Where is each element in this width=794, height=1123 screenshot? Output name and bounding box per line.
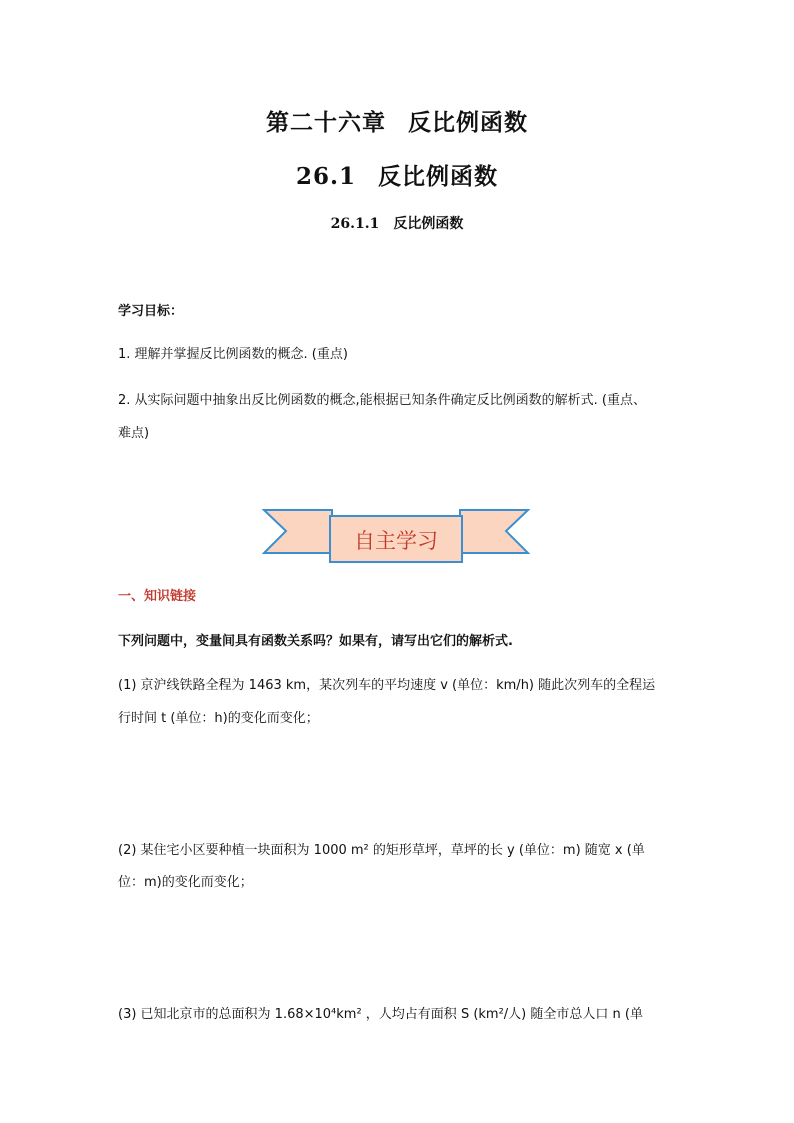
subsection-number: 26.1.1 bbox=[330, 216, 380, 232]
q2-line-1: (2) 某住宅小区要种植一块面积为 1000 m² 的矩形草坪，草坪的长 y (单位：m) 随宽 x (单 bbox=[118, 843, 645, 858]
goal-item-2-line-1: 2. 从实际问题中抽象出反比例函数的概念,能根据已知条件确定反比例函数的解析式. (重点、 bbox=[118, 393, 647, 408]
q3-line-1: (3) 已知北京市的总面积为 1.68×10⁴km² ，人均占有面积 S (km²/人) 随全市总人口 n (单 bbox=[118, 1007, 643, 1022]
subsection-title bbox=[0, 213, 794, 233]
section-banner bbox=[262, 507, 530, 565]
part1-question: 下列问题中，变量间具有函数关系吗？如果有，请写出它们的解析式. bbox=[118, 634, 513, 649]
q1-line-2: 行时间 t (单位：h)的变化而变化； bbox=[118, 711, 319, 726]
goals-heading: 学习目标： bbox=[118, 304, 184, 319]
chapter-name: 反比例函数 bbox=[408, 109, 528, 136]
subsection-name: 反比例函数 bbox=[393, 216, 464, 232]
chapter-title bbox=[0, 104, 794, 137]
goal-item-1: 1. 理解并掌握反比例函数的概念. (重点) bbox=[118, 347, 348, 362]
chapter-number: 第二十六章 bbox=[266, 109, 386, 136]
part1-heading: 一、知识链接 bbox=[118, 589, 197, 604]
section-title bbox=[0, 158, 794, 191]
goal-item-2-line-2: 难点) bbox=[118, 426, 150, 441]
section-number: 26.1 bbox=[295, 163, 357, 190]
q2-line-2: 位：m)的变化而变化； bbox=[118, 875, 253, 890]
banner-text: 自主学习 bbox=[354, 529, 438, 553]
banner-left-tail bbox=[264, 510, 332, 553]
banner-right-tail bbox=[460, 510, 528, 553]
section-name: 反比例函数 bbox=[378, 163, 499, 190]
q1-line-1: (1) 京沪线铁路全程为 1463 km，某次列车的平均速度 v (单位：km/h) 随此次列车的全程运 bbox=[118, 678, 656, 693]
